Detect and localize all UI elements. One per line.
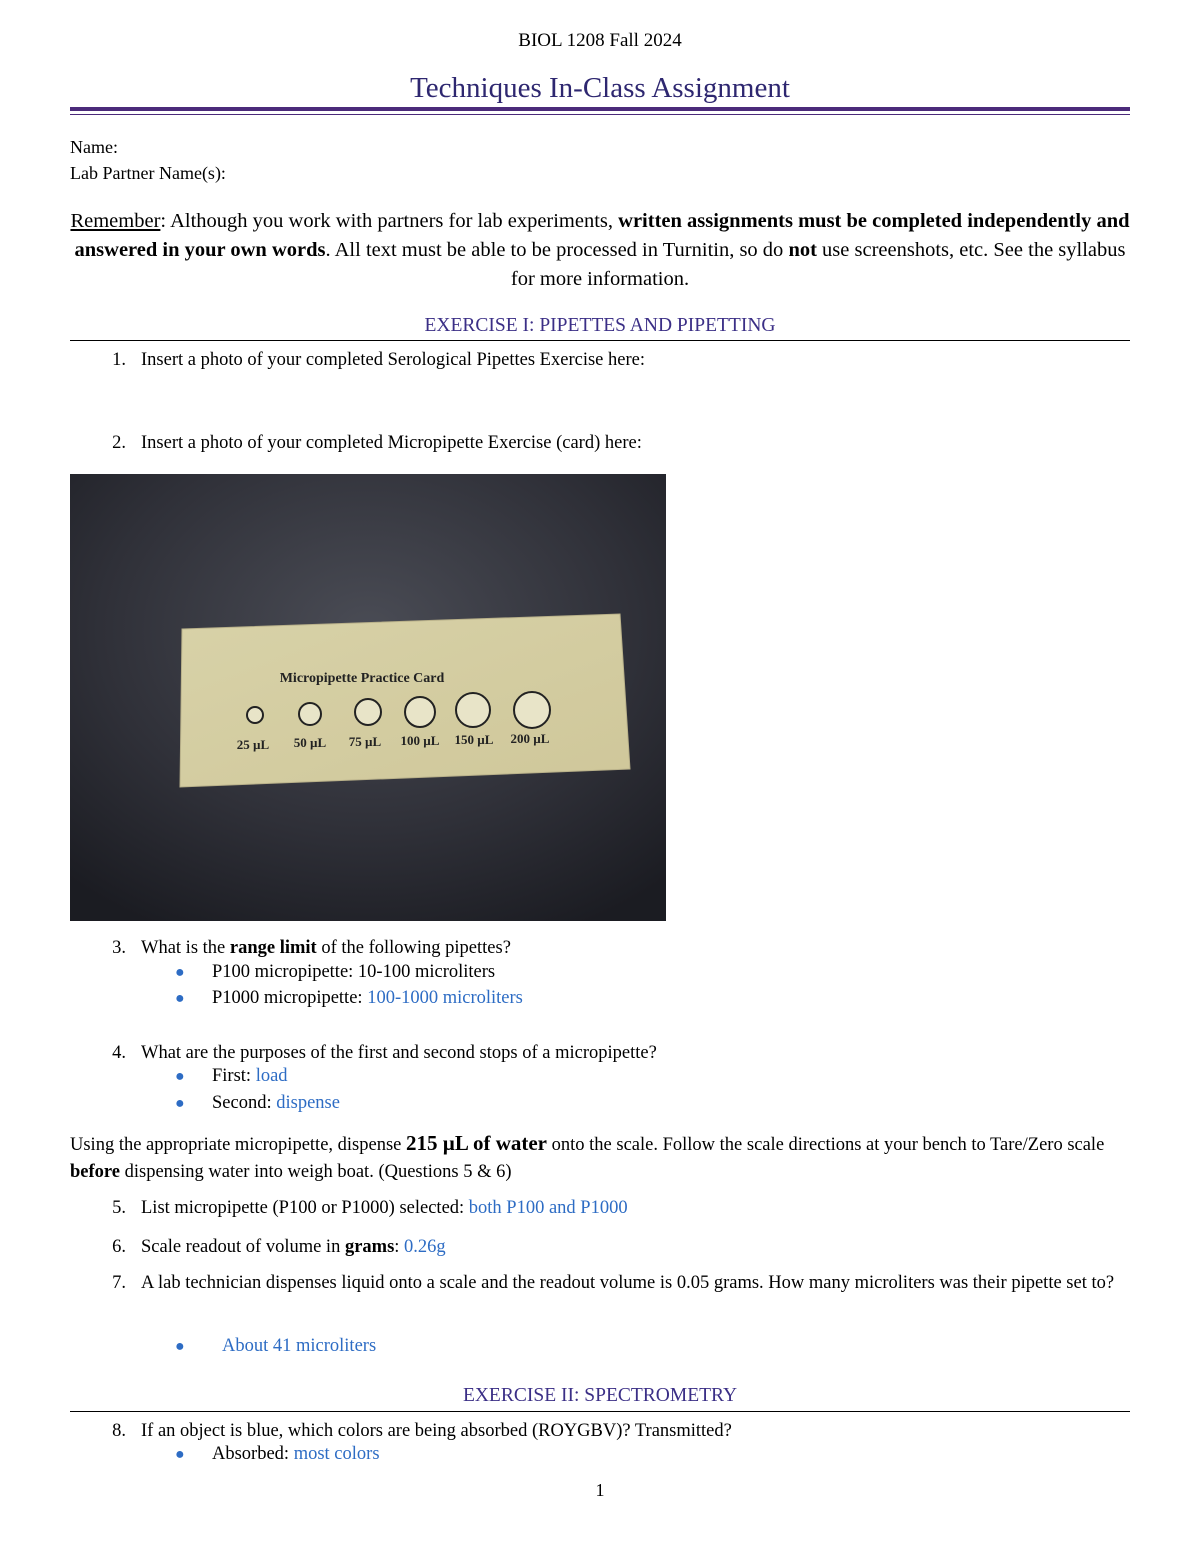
question-text: If an object is blue, which colors are being absorbed (ROYGBV)? Transmitted?	[141, 1421, 732, 1441]
remember-bold-2: not	[788, 239, 817, 261]
page-title: Techniques In-Class Assignment	[410, 72, 790, 104]
question-text: A lab technician dispenses liquid onto a scale and the readout volume is 0.05 grams. How many microliters was their pipette set to?	[141, 1273, 1115, 1293]
title-rule-thick	[70, 107, 1130, 111]
remember-label: Remember	[70, 210, 161, 232]
question-text: Insert a photo of your completed Micropipette Exercise (card) here:	[141, 433, 642, 453]
bullet-icon: ●	[175, 1068, 185, 1085]
bullet-icon: ●	[175, 1338, 185, 1355]
question-number: 1.	[112, 350, 126, 370]
question-number: 5.	[112, 1198, 126, 1218]
remember-text-2: . All text must be able to be processed in Turnitin, so do	[325, 239, 789, 261]
question-text: Scale readout of volume in grams: 0.26g	[141, 1237, 446, 1257]
answer-text: 100-1000 microliters	[367, 988, 523, 1008]
remember-notice	[70, 207, 1130, 294]
section-title-exercise-1: EXERCISE I: PIPETTES AND PIPETTING	[424, 315, 776, 336]
card-label-150: 150 µL	[454, 732, 494, 747]
answer-text: both P100 and P1000	[468, 1198, 628, 1218]
droplet-50	[299, 703, 321, 725]
question-text: What are the purposes of the first and second stops of a micropipette?	[141, 1043, 657, 1063]
bullet-text: First: load	[212, 1066, 288, 1086]
bullet-text: Second: dispense	[212, 1093, 340, 1113]
bullet-icon: ●	[175, 1446, 185, 1463]
bullet-text: Absorbed: most colors	[212, 1444, 380, 1464]
question-number: 4.	[112, 1043, 126, 1063]
partner-field-label: Lab Partner Name(s):	[70, 163, 226, 183]
question-text: Insert a photo of your completed Serological Pipettes Exercise here:	[141, 350, 645, 370]
bullet-icon: ●	[175, 990, 185, 1007]
question-text: What is the range limit of the following pipettes?	[141, 938, 511, 958]
bullet-icon: ●	[175, 964, 185, 981]
card-label-50: 50 µL	[293, 735, 327, 750]
answer-text: load	[255, 1066, 288, 1086]
section-rule-2	[70, 1411, 1130, 1412]
card-label-25: 25 µL	[236, 737, 270, 752]
question-number: 6.	[112, 1237, 126, 1257]
remember-bold-1: written assignments must be completed independently and answered in your own words	[74, 210, 1130, 261]
question-number: 2.	[112, 433, 126, 453]
name-field-label: Name:	[70, 137, 118, 157]
scale-instructions: Using the appropriate micropipette, dispense 215 µL of water onto the scale. Follow the scale directions at your bench to Tare/Zero scale before dispensing water into weigh boat. (Questions 5 & 6)	[70, 1131, 1105, 1182]
question-number: 8.	[112, 1421, 126, 1441]
section-title-exercise-2: EXERCISE II: SPECTROMETRY	[462, 1385, 738, 1406]
section-rule-1	[70, 340, 1130, 341]
droplet-100	[405, 697, 435, 727]
question-number: 3.	[112, 938, 126, 958]
remember-text-3: use screenshots, etc. See the syllabus for more information.	[510, 239, 1126, 290]
course-header: BIOL 1208 Fall 2024	[518, 30, 682, 51]
droplet-25	[247, 707, 263, 723]
card-label-100: 100 µL	[400, 733, 440, 748]
question-number: 7.	[112, 1273, 126, 1293]
card-label-75: 75 µL	[348, 734, 382, 749]
bullet-text: P100 micropipette: 10-100 microliters	[212, 962, 496, 982]
page-number: 1	[595, 1480, 605, 1500]
micropipette-card-photo	[70, 474, 666, 921]
question-text: List micropipette (P100 or P1000) selected: both P100 and P1000	[141, 1198, 628, 1218]
remember-text-1: : Although you work with partners for lab experiments,	[160, 210, 619, 232]
bullet-text: P1000 micropipette: 100-1000 microliters	[212, 988, 523, 1008]
card-title: Micropipette Practice Card	[279, 671, 445, 686]
droplet-200	[514, 692, 550, 728]
answer-text: most colors	[293, 1444, 380, 1464]
droplet-150	[456, 693, 490, 727]
title-rule-thin	[70, 114, 1130, 115]
answer-text: About 41 microliters	[222, 1336, 377, 1356]
bullet-icon: ●	[175, 1095, 185, 1112]
answer-text: 0.26g	[404, 1237, 446, 1257]
card-label-200: 200 µL	[510, 731, 550, 746]
droplet-75	[355, 699, 381, 725]
answer-text: dispense	[276, 1093, 340, 1113]
